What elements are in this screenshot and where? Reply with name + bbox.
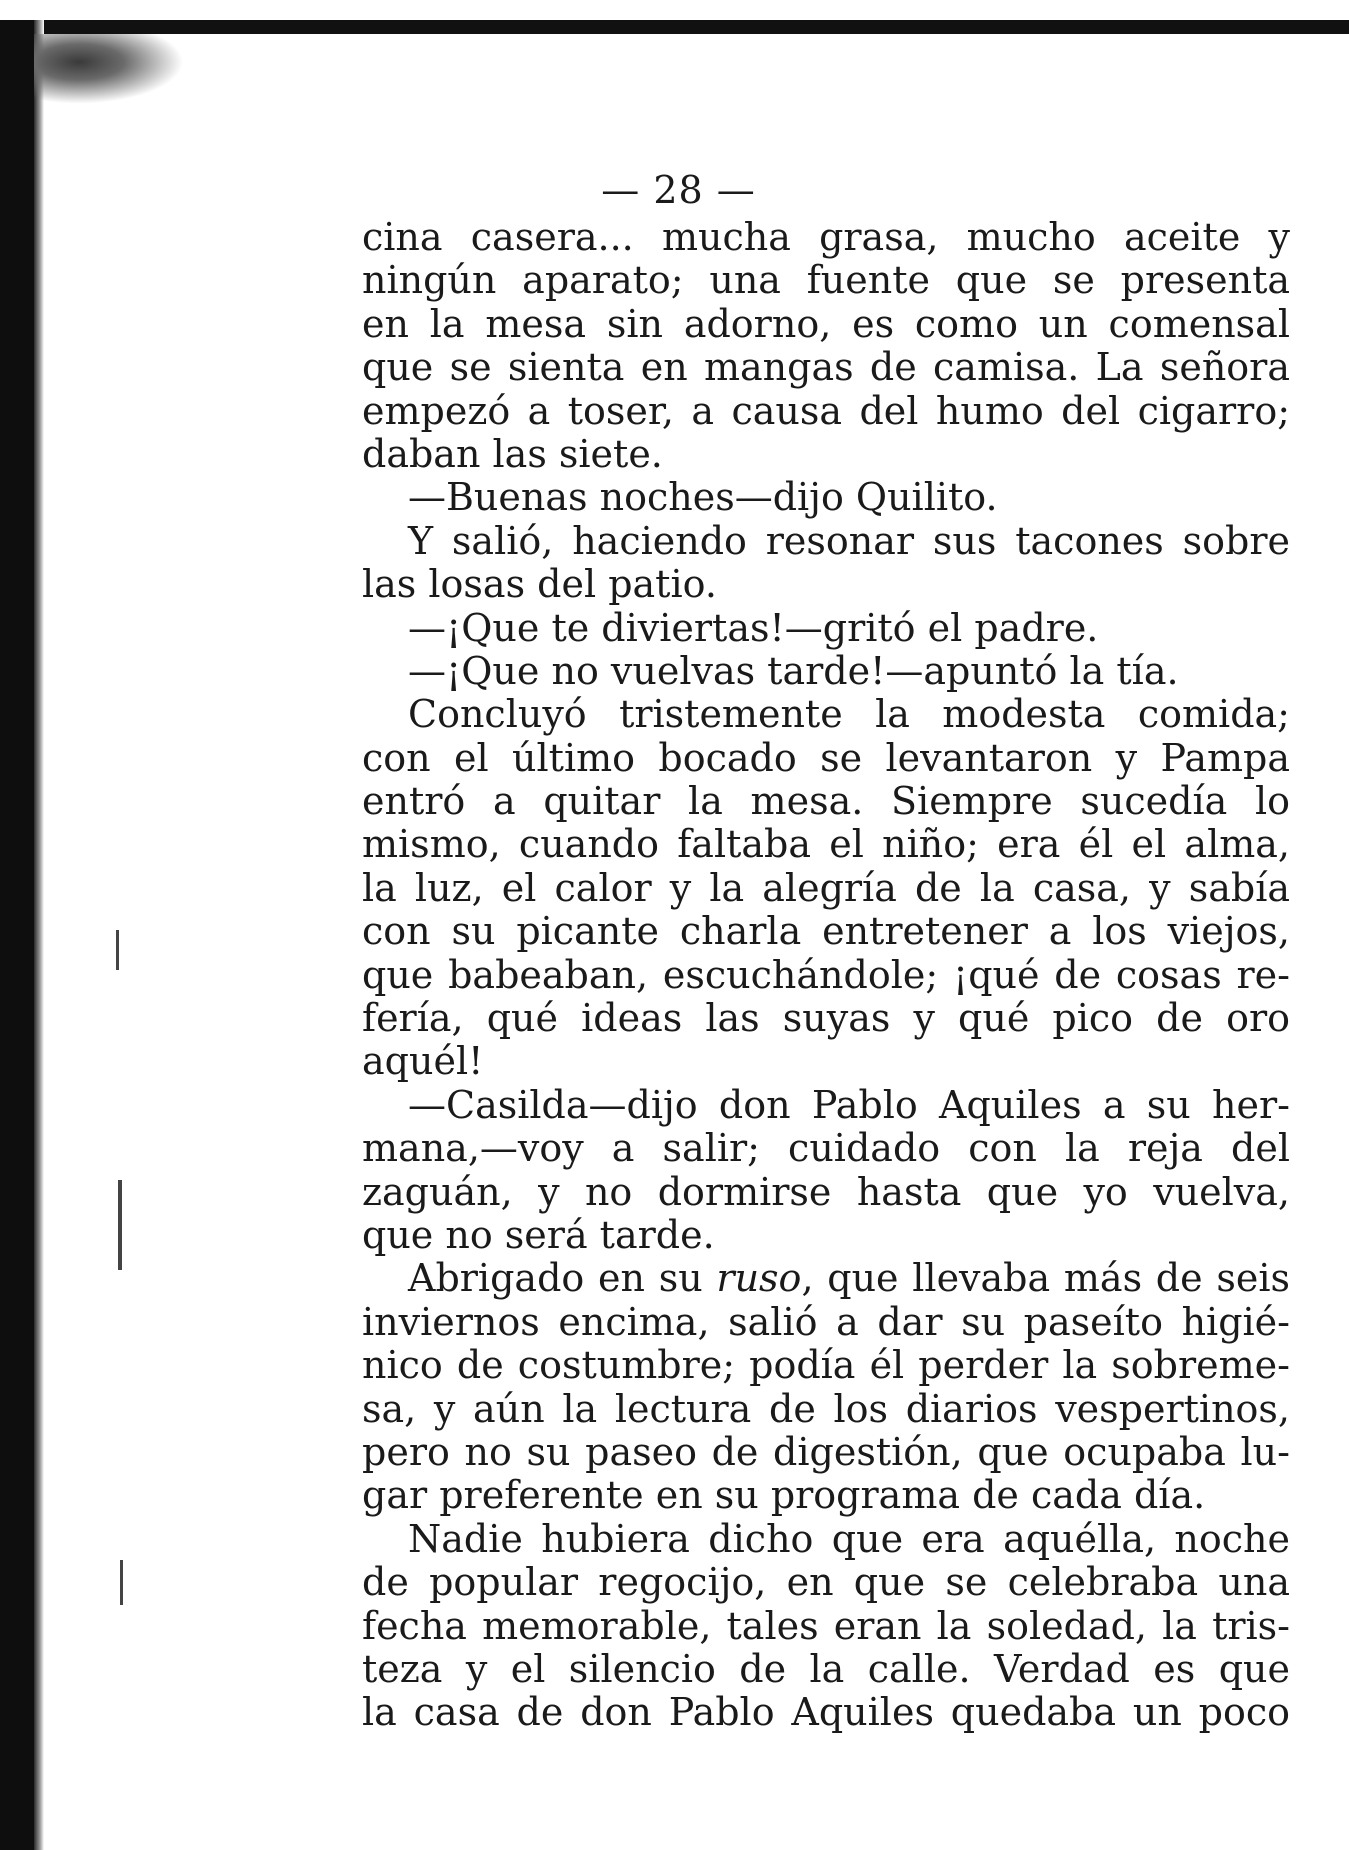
text-line: la casa de don Pablo Aquiles quedaba un poco [362, 1690, 1290, 1735]
text-line: nico de costumbre; podía él perder la sobreme- [362, 1343, 1290, 1388]
text-line: pero no su paseo de digestión, que ocupaba lu- [362, 1429, 1290, 1474]
text-line: fería, qué ideas las suyas y qué pico de oro [362, 996, 1290, 1041]
text-line: entró a quitar la mesa. Siempre sucedía lo [362, 779, 1290, 824]
text-line: con el último bocado se levantaron y Pampa [362, 735, 1290, 780]
scan-left-shadow [34, 20, 44, 1850]
margin-speck [118, 1180, 122, 1270]
text-line: inviernos encima, salió a dar su paseíto higié- [362, 1299, 1290, 1344]
text-line: que se sienta en mangas de camisa. La señora [362, 345, 1290, 390]
text-line: Concluyó tristemente la modesta comida; [408, 692, 1290, 737]
text-line: Y salió, haciendo resonar sus tacones sobre [408, 518, 1290, 563]
text-line: teza y el silencio de la calle. Verdad es que [362, 1646, 1290, 1691]
text-line: cina casera... mucha grasa, mucho aceite y [362, 215, 1290, 259]
text-line: mana,—voy a salir; cuidado con la reja del [362, 1126, 1290, 1171]
scan-left-border [0, 20, 34, 1850]
scan-top-border [0, 20, 1349, 34]
text-line: de popular regocijo, en que se celebraba una [362, 1560, 1290, 1605]
text-line: las losas del patio. [362, 562, 717, 607]
text-line: mismo, cuando faltaba el niño; era él el alma, [362, 822, 1290, 867]
text-line: ningún aparato; una fuente que se presenta [362, 258, 1290, 303]
body-text [362, 216, 1290, 1735]
scan-corner-smudge [34, 34, 184, 104]
text-line: Nadie hubiera dicho que era aquélla, noche [408, 1516, 1290, 1561]
text-line: —Casilda—dijo don Pablo Aquiles a su her- [408, 1082, 1290, 1127]
italic-word: ruso [716, 1256, 802, 1301]
text-line: la luz, el calor y la alegría de la casa, y sabía [362, 865, 1290, 910]
text-line: sa, y aún la lectura de los diarios vespertinos, [362, 1386, 1290, 1431]
text-line: que babeaban, escuchándole; ¡qué de cosas re- [362, 952, 1290, 997]
text-line: aquél! [362, 1039, 484, 1084]
text-line: fecha memorable, tales eran la soledad, la tris- [362, 1603, 1290, 1648]
text-line: con su picante charla entretener a los viejos, [362, 909, 1290, 954]
text-line: —¡Que no vuelvas tarde!—apuntó la tía. [408, 648, 1179, 693]
text-line: zaguán, y no dormirse hasta que yo vuelva, [362, 1169, 1290, 1214]
margin-speck [120, 1560, 123, 1605]
text-line: —¡Que te diviertas!—gritó el padre. [408, 605, 1099, 650]
text-line: Abrigado en su ruso, que llevaba más de seis [408, 1256, 1290, 1301]
margin-speck [116, 930, 119, 970]
text-line: —Buenas noches—dijo Quilito. [408, 475, 998, 520]
text-line: gar preferente en su programa de cada día. [362, 1473, 1206, 1518]
text-line: en la mesa sin adorno, es como un comensal [362, 301, 1290, 346]
page-number: — 28 — [601, 168, 756, 212]
text-line: empezó a toser, a causa del humo del cigarro; [362, 388, 1290, 433]
text-line: daban las siete. [362, 431, 663, 476]
text-line: que no será tarde. [362, 1212, 715, 1257]
